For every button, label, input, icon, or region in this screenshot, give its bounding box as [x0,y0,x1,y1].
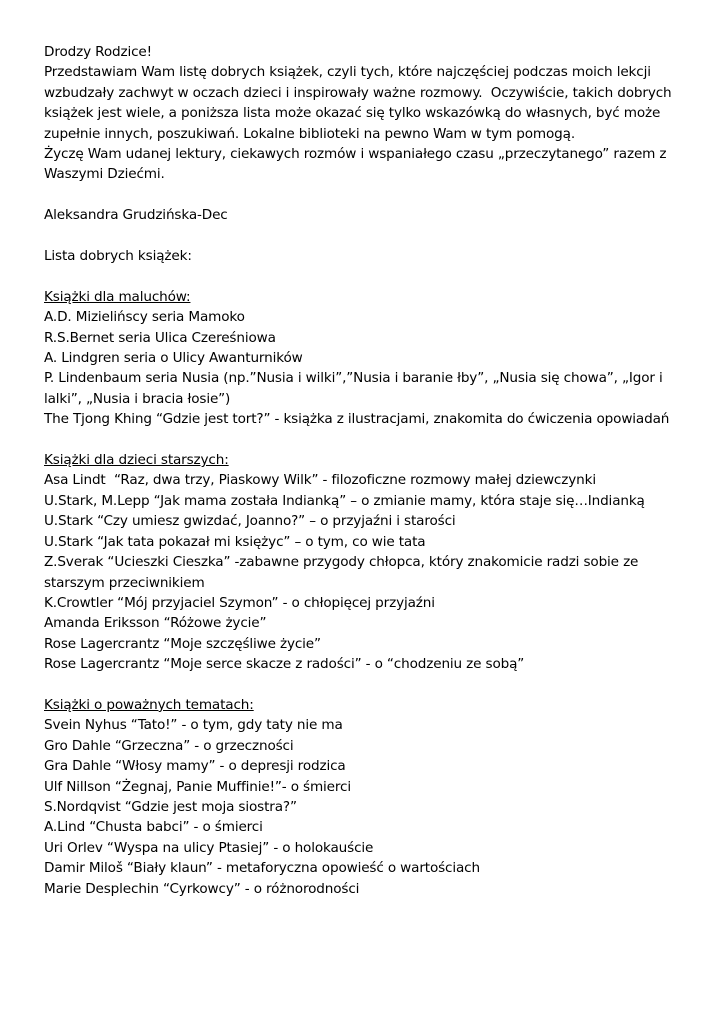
spacer [44,266,688,286]
letter-wishes: Życzę Wam udanej lektury, ciekawych rozmów i wspaniałego czasu „przeczytanego” razem z Waszymi Dziećmi. [44,146,671,183]
section-heading: Książki dla dzieci starszych: [44,452,229,469]
spacer [44,430,688,450]
list-title: Lista dobrych książek: [44,248,192,265]
list-item: P. Lindenbaum seria Nusia (np.”Nusia i wilki”,”Nusia i baranie łby”, „Nusia się chowa”, „Igor i lalki”, „Nusia i bracia łosie”) [44,370,667,407]
section-heading: Książki o poważnych tematach: [44,696,254,713]
letter-signature: Aleksandra Grudzińska-Dec [44,207,228,224]
list-item: A.D. Mizielińscy seria Mamoko [44,309,245,326]
list-item: Svein Nyhus “Tato!” - o tym, gdy taty nie ma [44,717,343,734]
list-item: Asa Lindt “Raz, dwa trzy, Piaskowy Wilk” - filozoficzne rozmowy małej dziewczynki [44,472,596,489]
list-item: U.Stark “Jak tata pokazał mi księżyc” – o tym, co wie tata [44,533,426,550]
section-heading: Książki dla maluchów: [44,288,191,305]
list-item: K.Crowtler “Mój przyjaciel Szymon” - o chłopięcej przyjaźni [44,594,435,611]
list-item: Gra Dahle “Włosy mamy” - o depresji rodzica [44,758,346,775]
list-item: Rose Lagercrantz “Moje serce skacze z radości” - o “chodzeniu ze sobą” [44,656,525,673]
list-item: Damir Miloš “Biały klaun” - metaforyczna opowieść o wartościach [44,860,480,877]
section-older-children [44,450,688,674]
list-item: A. Lindgren seria o Ulicy Awanturników [44,350,303,367]
list-item: Gro Dahle “Grzeczna” - o grzeczności [44,737,294,754]
list-item: U.Stark “Czy umiesz gwizdać, Joanno?” – o przyjaźni i starości [44,513,456,530]
letter-greeting: Drodzy Rodzice! [44,44,152,60]
list-item: Uri Orlev “Wyspa na ulicy Ptasiej” - o holokauście [44,839,374,856]
list-item: A.Lind “Chusta babci” - o śmierci [44,819,263,836]
list-item: R.S.Bernet seria Ulica Czereśniowa [44,329,276,346]
list-item: Amanda Eriksson “Różowe życie” [44,615,267,632]
spacer [44,675,688,695]
spacer [44,226,688,246]
section-toddlers [44,287,688,430]
list-item: Ulf Nillson “Żegnaj, Panie Muffinie!”- o śmierci [44,778,351,795]
list-item: Rose Lagercrantz “Moje szczęśliwe życie” [44,635,321,652]
section-serious-topics [44,695,688,899]
list-item: S.Nordqvist “Gdzie jest moja siostra?” [44,798,297,815]
list-item: Marie Desplechin “Cyrkowcy” - o różnorodności [44,880,360,897]
spacer [44,185,688,205]
letter-intro: Przedstawiam Wam listę dobrych książek, czyli tych, które najczęściej podczas moich lekcji wzbudzały zachwyt w oczach dzieci i inspirowały ważne rozmowy. Oczywiście, takich dobrych książek jest wiele, a poniższa lista może okazać się tylko wskazówką do własnych, być może zupełnie innych, poszukiwań. Lokalne biblioteki na pewno Wam w tym pomogą. [44,64,676,142]
list-item: The Tjong Khing “Gdzie jest tort?” - książka z ilustracjami, znakomita do ćwiczenia opowiadań [44,411,670,428]
list-item: U.Stark, M.Lepp “Jak mama została Indianką” – o zmianie mamy, która staje się…Indianką [44,492,645,509]
list-item: Z.Sverak “Ucieszki Cieszka” -zabawne przygody chłopca, który znakomicie radzi sobie ze starszym przeciwnikiem [44,554,643,591]
